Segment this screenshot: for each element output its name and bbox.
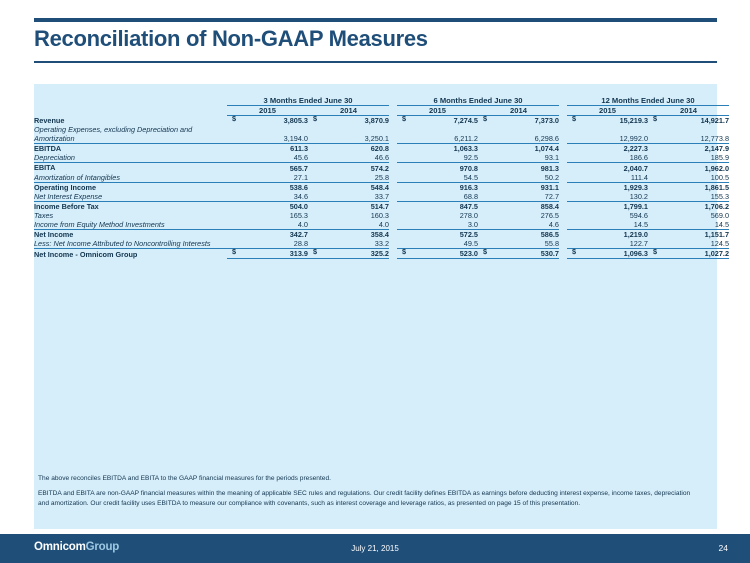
spacer-cell xyxy=(559,201,567,211)
table-cell xyxy=(397,230,478,240)
cell-value: 185.9 xyxy=(710,153,730,163)
table-cell xyxy=(478,153,559,163)
cell-value: 916.3 xyxy=(459,182,478,192)
table-row xyxy=(34,211,729,220)
table-group-header-row xyxy=(34,96,729,106)
currency-symbol: $ xyxy=(653,114,658,123)
spacer-cell xyxy=(389,201,397,211)
cell-value: 4.6 xyxy=(548,220,559,230)
table-corner-cell xyxy=(34,106,227,116)
cell-value: 93.1 xyxy=(544,153,559,163)
spacer-cell xyxy=(559,220,567,230)
spacer-cell xyxy=(389,163,397,173)
table-cell xyxy=(648,173,729,183)
cell-value: 12,992.0 xyxy=(619,134,648,144)
table-row xyxy=(34,173,729,183)
table-cell xyxy=(567,211,648,220)
table-cell xyxy=(478,144,559,154)
table-cell xyxy=(397,125,478,144)
table-cell xyxy=(648,125,729,144)
row-label: Net Interest Expense xyxy=(34,192,227,202)
table-cell xyxy=(478,182,559,192)
cell-value: 514.7 xyxy=(370,201,389,211)
logo-group: Group xyxy=(85,541,120,553)
spacer-cell xyxy=(559,163,567,173)
cell-value: 1,962.0 xyxy=(704,163,730,173)
table-cell xyxy=(648,153,729,163)
top-rule xyxy=(34,18,717,22)
cell-value: 325.2 xyxy=(370,249,389,259)
table-cell xyxy=(227,220,308,230)
cell-value: 28.8 xyxy=(293,239,308,249)
spacer-cell xyxy=(389,192,397,202)
spacer-cell xyxy=(559,192,567,202)
table-cell xyxy=(227,211,308,220)
spacer-cell xyxy=(389,230,397,240)
table-cell xyxy=(648,249,729,259)
table-cell xyxy=(397,211,478,220)
spacer-cell xyxy=(559,230,567,240)
cell-value: 970.8 xyxy=(459,163,478,173)
spacer-cell xyxy=(559,153,567,163)
table-cell xyxy=(308,201,389,211)
cell-value: 14,921.7 xyxy=(700,116,730,125)
table-cell xyxy=(478,239,559,249)
cell-value: 186.6 xyxy=(629,153,648,163)
table-row xyxy=(34,239,729,249)
row-label: Amortization of Intangibles xyxy=(34,173,227,183)
table-cell xyxy=(567,220,648,230)
cell-value: 3,870.9 xyxy=(364,116,389,125)
table-cell xyxy=(397,192,478,202)
spacer-cell xyxy=(559,211,567,220)
table-row xyxy=(34,125,729,144)
spacer-cell xyxy=(559,239,567,249)
group-header-12-months: 12 Months Ended June 30 xyxy=(567,96,729,106)
table-cell xyxy=(308,125,389,144)
year-header-3: 2014 xyxy=(478,106,559,116)
spacer-cell xyxy=(389,116,397,126)
cell-value: 278.0 xyxy=(459,211,478,221)
spacer-cell xyxy=(559,249,567,259)
table-cell xyxy=(648,220,729,230)
table-cell xyxy=(308,192,389,202)
table-cell xyxy=(227,116,308,126)
year-header-1: 2014 xyxy=(308,106,389,116)
table-cell xyxy=(567,192,648,202)
cell-value: 155.3 xyxy=(710,191,730,201)
cell-value: 130.2 xyxy=(629,191,648,201)
cell-value: 2,227.3 xyxy=(623,144,648,154)
table-cell xyxy=(397,163,478,173)
currency-symbol: $ xyxy=(313,114,318,123)
cell-value: 530.7 xyxy=(540,249,559,259)
cell-value: 14.5 xyxy=(633,220,648,230)
row-label: EBITA xyxy=(34,163,56,173)
cell-value: 1,706.2 xyxy=(704,201,730,211)
cell-value: 1,799.1 xyxy=(623,201,648,211)
page-title: Reconciliation of Non-GAAP Measures xyxy=(34,26,428,51)
table-cell xyxy=(308,211,389,220)
spacer-cell xyxy=(559,125,567,144)
spacer-cell xyxy=(389,249,397,259)
currency-symbol: $ xyxy=(232,247,237,257)
cell-value: 54.5 xyxy=(463,172,478,182)
table-cell xyxy=(478,249,559,259)
cell-value: 523.0 xyxy=(459,249,478,259)
cell-value: 46.6 xyxy=(374,153,389,163)
cell-value: 358.4 xyxy=(370,230,389,240)
row-label: Less: Net Income Attributed to Noncontrolling Interests xyxy=(34,239,227,249)
group-header-6-months: 6 Months Ended June 30 xyxy=(397,96,559,106)
cell-value: 12,773.8 xyxy=(700,134,730,144)
cell-value: 165.3 xyxy=(289,211,308,221)
currency-symbol: $ xyxy=(483,247,488,257)
table-cell xyxy=(227,163,308,173)
cell-value: 548.4 xyxy=(370,182,389,192)
cell-value: 1,219.0 xyxy=(623,230,648,240)
table-cell xyxy=(227,173,308,183)
row-label: Operating Expenses, excluding Depreciation and Amortization xyxy=(34,125,227,144)
table-year-header-row xyxy=(34,106,729,116)
cell-value: 111.4 xyxy=(630,172,648,182)
year-header-0: 2015 xyxy=(227,106,308,116)
row-label: EBITDA xyxy=(34,144,62,154)
cell-value: 538.6 xyxy=(289,182,308,192)
table-cell xyxy=(308,249,389,259)
cell-value: 15,219.3 xyxy=(619,116,648,125)
table-row xyxy=(34,116,729,126)
table-cell xyxy=(227,144,308,154)
table-cell xyxy=(648,144,729,154)
table-cell xyxy=(648,182,729,192)
currency-symbol: $ xyxy=(572,247,577,257)
cell-value: 1,096.3 xyxy=(623,249,648,259)
table-cell xyxy=(397,239,478,249)
table-cell xyxy=(478,163,559,173)
cell-value: 7,274.5 xyxy=(453,116,478,125)
reconciliation-table xyxy=(34,96,729,259)
cell-value: 276.5 xyxy=(540,211,559,221)
cell-value: 6,211.2 xyxy=(454,134,478,144)
cell-value: 1,861.5 xyxy=(704,182,730,192)
table-cell xyxy=(648,116,729,126)
table-cell xyxy=(227,239,308,249)
table-cell xyxy=(478,201,559,211)
spacer-cell xyxy=(559,144,567,154)
cell-value: 25.8 xyxy=(374,172,389,182)
cell-value: 931.1 xyxy=(540,182,559,192)
cell-value: 50.2 xyxy=(544,172,559,182)
table-body xyxy=(34,116,729,259)
cell-value: 34.6 xyxy=(293,191,308,201)
year-header-2: 2015 xyxy=(397,106,478,116)
table-row xyxy=(34,249,729,259)
spacer-cell xyxy=(389,173,397,183)
cell-value: 572.5 xyxy=(459,230,478,240)
cell-value: 574.2 xyxy=(370,163,389,173)
currency-symbol: $ xyxy=(232,114,237,123)
currency-symbol: $ xyxy=(572,114,577,123)
spacer-cell xyxy=(389,153,397,163)
cell-value: 68.8 xyxy=(463,191,478,201)
row-label: Net Income - Omnicom Group xyxy=(34,249,138,259)
cell-value: 122.7 xyxy=(629,239,648,249)
footer-date: July 21, 2015 xyxy=(351,544,399,553)
row-label: Taxes xyxy=(34,210,54,220)
table-cell xyxy=(478,125,559,144)
cell-value: 27.1 xyxy=(293,172,308,182)
cell-value: 3,805.3 xyxy=(283,116,308,125)
cell-value: 1,027.2 xyxy=(704,249,730,259)
cell-value: 49.5 xyxy=(463,239,478,249)
table-cell xyxy=(308,173,389,183)
title-rule xyxy=(34,61,717,63)
row-label: Income from Equity Method Investments xyxy=(34,220,227,230)
table-cell xyxy=(648,163,729,173)
table-cell xyxy=(478,230,559,240)
cell-value: 33.2 xyxy=(374,239,389,249)
table-cell xyxy=(397,153,478,163)
table-cell xyxy=(308,220,389,230)
cell-value: 3.0 xyxy=(467,220,478,230)
table-cell xyxy=(567,173,648,183)
table-row xyxy=(34,192,729,202)
cell-value: 33.7 xyxy=(374,191,389,201)
cell-value: 2,040.7 xyxy=(623,163,648,173)
spacer-cell xyxy=(559,116,567,126)
table-cell xyxy=(567,230,648,240)
table-cell xyxy=(648,239,729,249)
table-cell xyxy=(567,153,648,163)
cell-value: 611.3 xyxy=(290,144,308,154)
cell-value: 313.9 xyxy=(289,249,308,259)
spacer-cell xyxy=(559,182,567,192)
table-cell xyxy=(227,192,308,202)
cell-value: 14.5 xyxy=(714,220,730,230)
footer-page-number: 24 xyxy=(718,543,728,553)
table-cell xyxy=(397,116,478,126)
table-row xyxy=(34,201,729,211)
table-cell xyxy=(567,239,648,249)
table-cell xyxy=(648,230,729,240)
table-cell xyxy=(308,230,389,240)
table-cell xyxy=(567,249,648,259)
table-cell xyxy=(397,201,478,211)
row-label: Income Before Tax xyxy=(34,201,99,211)
table-cell xyxy=(308,239,389,249)
currency-symbol: $ xyxy=(402,114,407,123)
cell-value: 2,147.9 xyxy=(704,144,730,154)
currency-symbol: $ xyxy=(653,247,658,257)
cell-value: 72.7 xyxy=(544,191,559,201)
table-cell xyxy=(567,182,648,192)
row-label: Revenue xyxy=(34,115,65,125)
currency-symbol: $ xyxy=(483,114,488,123)
table-row xyxy=(34,230,729,240)
cell-value: 4.0 xyxy=(297,220,308,230)
cell-value: 565.7 xyxy=(289,163,308,173)
table-cell xyxy=(227,182,308,192)
spacer-cell xyxy=(559,96,567,106)
table-cell xyxy=(567,125,648,144)
logo-omnicom: Omnicom xyxy=(34,541,86,553)
table-row xyxy=(34,182,729,192)
cell-value: 3,194.0 xyxy=(283,134,308,144)
spacer-cell xyxy=(559,173,567,183)
table-cell xyxy=(308,182,389,192)
cell-value: 3,250.1 xyxy=(364,134,389,144)
cell-value: 1,063.3 xyxy=(453,144,478,154)
cell-value: 45.6 xyxy=(293,153,308,163)
spacer-cell xyxy=(389,220,397,230)
table-row xyxy=(34,220,729,230)
cell-value: 504.0 xyxy=(289,201,308,211)
spacer-cell xyxy=(389,96,397,106)
table-cell xyxy=(308,116,389,126)
table-cell xyxy=(227,249,308,259)
spacer-cell xyxy=(389,182,397,192)
cell-value: 124.5 xyxy=(710,239,730,249)
currency-symbol: $ xyxy=(402,247,407,257)
cell-value: 55.8 xyxy=(544,239,559,249)
spacer-cell xyxy=(389,144,397,154)
table-cell xyxy=(227,230,308,240)
table-cell xyxy=(227,201,308,211)
table-cell xyxy=(648,192,729,202)
table-cell xyxy=(397,220,478,230)
cell-value: 100.5 xyxy=(710,172,730,182)
cell-value: 620.8 xyxy=(370,144,389,154)
table-cell xyxy=(478,192,559,202)
table-corner-cell xyxy=(34,96,227,106)
table-cell xyxy=(567,163,648,173)
footnote-primary: The above reconciles EBITDA and EBITA to the GAAP financial measures for the periods presented. xyxy=(38,475,331,482)
footnote-secondary: EBITDA and EBITA are non-GAAP financial measures within the meaning of applicable SEC rules and regulations. Our credit facility defines EBITDA as earnings before deducting interest expense, income taxes, depreciation and amortization. Our credit facility uses EBITDA to measure our compliance with covenants, such as interest coverage and leverage ratios, as presented on page 15 of this presentation. xyxy=(38,490,691,508)
cell-value: 7,373.0 xyxy=(534,116,559,125)
table-row xyxy=(34,153,729,163)
spacer-cell xyxy=(389,106,397,116)
table-row xyxy=(34,163,729,173)
cell-value: 6,298.6 xyxy=(534,134,559,144)
table-cell xyxy=(397,173,478,183)
group-header-3-months: 3 Months Ended June 30 xyxy=(227,96,389,106)
cell-value: 342.7 xyxy=(289,230,308,240)
cell-value: 594.6 xyxy=(629,211,648,221)
table-cell xyxy=(397,182,478,192)
cell-value: 858.4 xyxy=(540,201,559,211)
spacer-cell xyxy=(389,211,397,220)
cell-value: 1,074.4 xyxy=(534,144,559,154)
spacer-cell xyxy=(389,239,397,249)
table-cell xyxy=(397,249,478,259)
table-cell xyxy=(648,211,729,220)
cell-value: 4.0 xyxy=(378,220,389,230)
cell-value: 569.0 xyxy=(710,211,730,221)
table-cell xyxy=(567,201,648,211)
cell-value: 981.3 xyxy=(540,163,559,173)
table-cell xyxy=(227,153,308,163)
table-cell xyxy=(308,163,389,173)
cell-value: 586.5 xyxy=(540,230,559,240)
year-header-4: 2015 xyxy=(567,106,648,116)
table-cell xyxy=(478,211,559,220)
table-cell xyxy=(478,220,559,230)
table-cell xyxy=(397,144,478,154)
cell-value: 1,929.3 xyxy=(623,182,648,192)
row-label: Net Income xyxy=(34,230,74,240)
year-header-5: 2014 xyxy=(648,106,729,116)
cell-value: 1,151.7 xyxy=(704,230,730,240)
currency-symbol: $ xyxy=(313,247,318,257)
row-label: Operating Income xyxy=(34,182,97,192)
spacer-cell xyxy=(389,125,397,144)
table-cell xyxy=(308,144,389,154)
table-cell xyxy=(648,201,729,211)
table-cell xyxy=(227,125,308,144)
row-label: Depreciation xyxy=(34,153,227,163)
table-cell xyxy=(478,173,559,183)
table-cell xyxy=(478,116,559,126)
table-row xyxy=(34,144,729,154)
spacer-cell xyxy=(559,106,567,116)
table-cell xyxy=(567,144,648,154)
cell-value: 847.5 xyxy=(459,201,478,211)
cell-value: 160.3 xyxy=(370,211,389,221)
cell-value: 92.5 xyxy=(463,153,478,163)
table-cell xyxy=(308,153,389,163)
table-cell xyxy=(567,116,648,126)
